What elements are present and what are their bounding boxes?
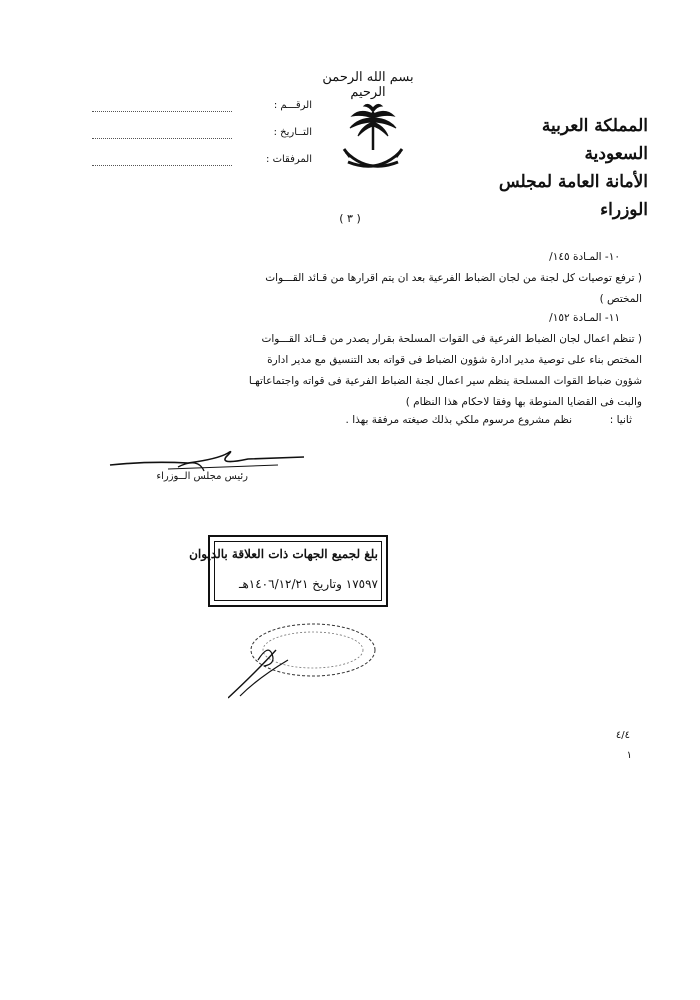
second-label: ثانيا : — [609, 414, 632, 426]
stamp-number: ١٧٥٩٧ — [345, 577, 378, 591]
article-10-heading: ١٠- المـادة ١٤٥/ — [549, 251, 620, 263]
kingdom-name: المملكة العربية السعودية — [541, 116, 648, 164]
dotted-line — [92, 165, 232, 166]
article-10-line: ( ترفع توصيات كل لجنة من لجان الضباط الفرعية بعد ان يتم اقرارها من قـائد القـــوات — [265, 272, 642, 284]
article-11-line: والبت فى القضايا المنوطة بها وفقا لاحكام هذا النظام ) — [405, 396, 642, 408]
article-10-line: المختص ) — [599, 293, 642, 305]
dotted-line — [92, 138, 232, 139]
article-11-heading: ١١- المـادة ١٥٢/ — [549, 312, 620, 324]
article-11-line: المختص بناء على توصية مدير ادارة شؤون الضباط فى قواته بعد التنسيق مع مدير ادارة — [267, 354, 642, 366]
basmala: بسم الله الرحمن الرحيم — [322, 70, 414, 100]
attachments-label: المرفقات : — [266, 154, 312, 165]
stamp-number-date — [218, 577, 378, 591]
page-num: ١ — [626, 750, 632, 761]
stamp-text: بلغ لجميع الجهات ذات العلاقة بالديوان — [189, 547, 378, 561]
letterhead — [478, 112, 648, 224]
attachments-field — [92, 154, 312, 174]
official-seal-icon — [228, 620, 383, 700]
saudi-emblem-icon — [338, 100, 408, 180]
page-number: ( ٣ ) — [339, 212, 361, 225]
reference-number-field — [92, 100, 312, 120]
reference-number-label: الرقـــم : — [273, 100, 312, 111]
dotted-line — [92, 111, 232, 112]
article-11-line: شؤون ضباط القوات المسلحة ينظم سير اعمال لجنة الضباط الفرعية فى قواته واجتماعاتهـا — [248, 375, 642, 387]
stamp-date: وتاريخ ١٤٠٦/١٢/٢١هـ — [238, 577, 342, 591]
date-field — [92, 127, 312, 147]
secretariat-name: الأمانة العامة لمجلس الوزراء — [498, 172, 648, 220]
date-label: التــاريخ : — [273, 127, 312, 138]
page-ref: ٤/٤ — [615, 730, 630, 741]
prime-minister-title: رئيس مجلس الــوزراء — [156, 471, 248, 482]
registration-stamp — [189, 535, 388, 607]
article-11-line: ( تنظم اعمال لجان الضباط الفرعية فى القوات المسلحة بقرار يصدر من قــائد القـــوات — [261, 333, 642, 345]
second-text: نظم مشروع مرسوم ملكي بذلك صيغته مرفقة بهذا . — [345, 414, 572, 426]
